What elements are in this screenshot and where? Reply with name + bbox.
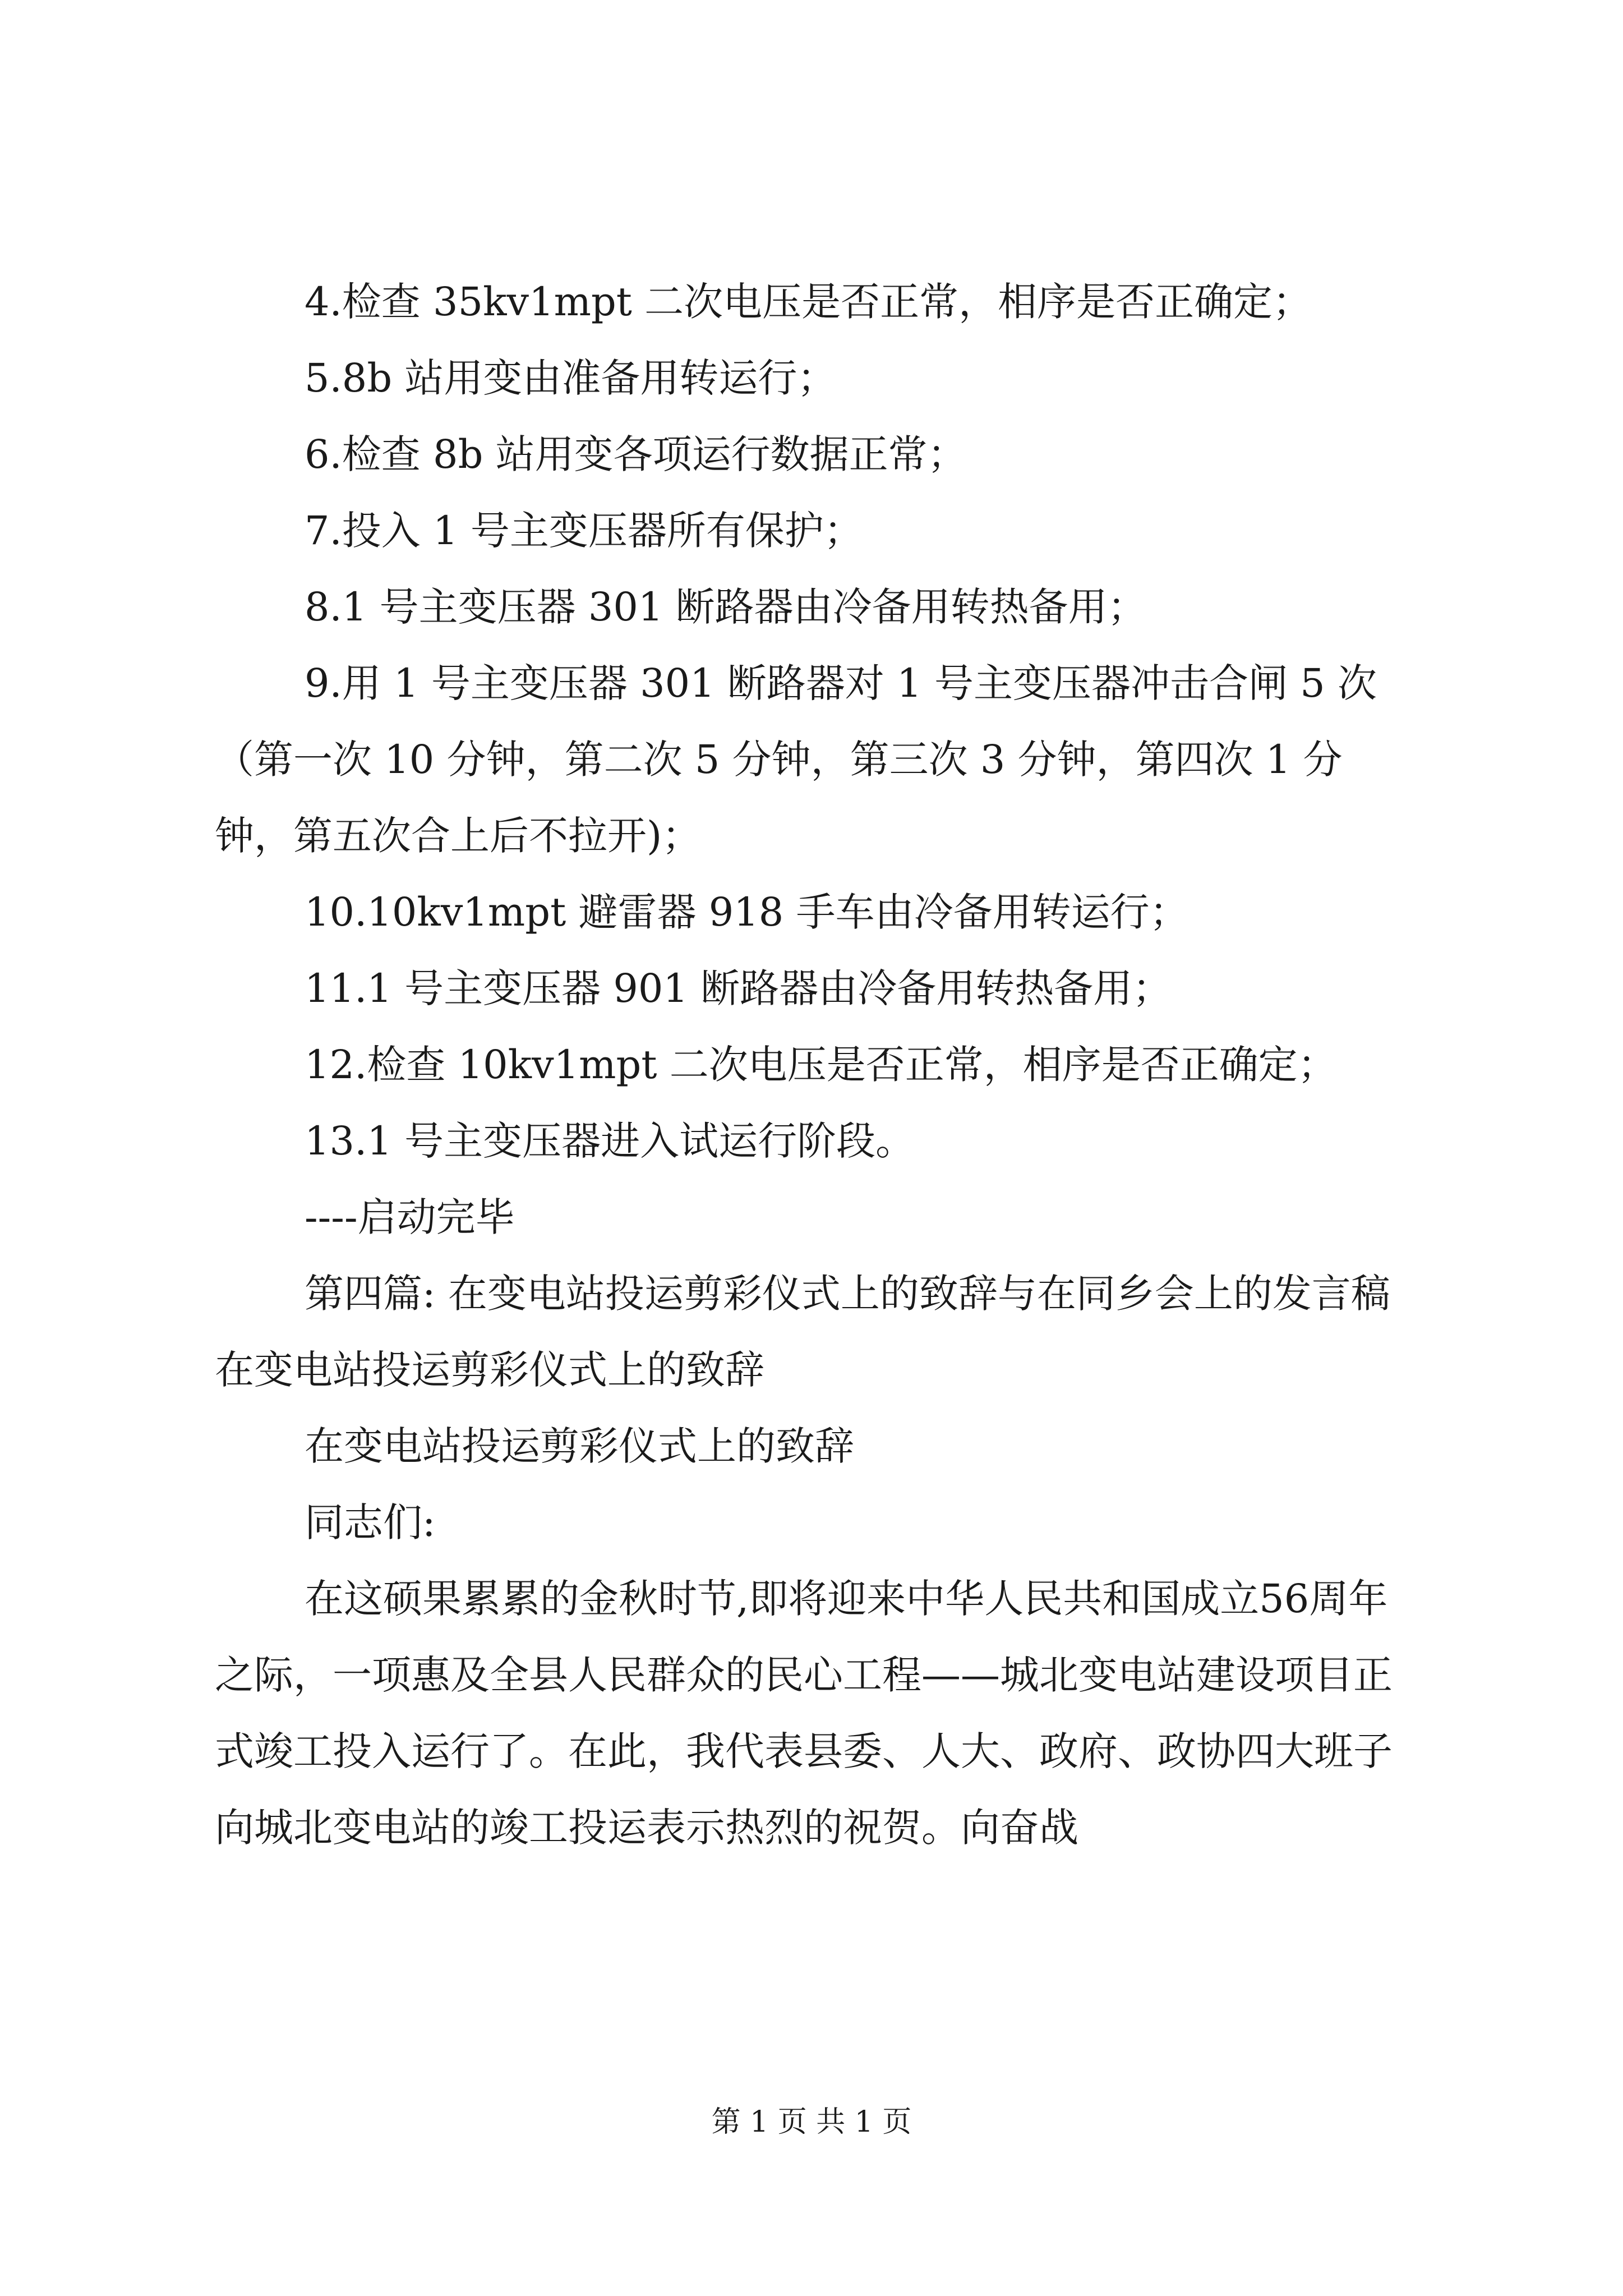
salutation: 同志们:	[305, 1499, 436, 1545]
paragraph: 4.检查 35kv1mpt 二次电压是否正常，相序是否正确定；	[305, 279, 1312, 325]
paragraph: 7.投入 1 号主变压器所有保护；	[305, 508, 863, 554]
paragraph: 9.用 1 号主变压器 301 断路器对 1 号主变压器冲击合闸 5 次（第一次 10 分钟，第二次 5 分钟，第三次 3 分钟，第四次 1 分钟，第五次合上后不拉开)；	[215, 660, 1377, 859]
document-body	[215, 264, 1415, 1866]
page-footer: 第 1 页 共 1 页	[711, 2105, 912, 2139]
paragraph: 13.1 号主变压器进入试运行阶段。	[305, 1118, 915, 1164]
section-heading: 第四篇: 在变电站投运剪彩仪式上的致辞与在同乡会上的发言稿在变电站投运剪彩仪式上的致辞	[215, 1271, 1390, 1393]
paragraph: 12.检查 10kv1mpt 二次电压是否正常，相序是否正确定；	[305, 1042, 1337, 1088]
paragraph: 在这硕果累累的金秋时节,即将迎来中华人民共和国成立56周年之际，一项惠及全县人民群众的民心工程——城北变电站建设项目正式竣工投入运行了。在此，我代表县委、人大、政府、政协四大班子向城北变电站的竣工投运表示热烈的祝贺。向奋战	[215, 1576, 1393, 1851]
paragraph: 6.检查 8b 站用变各项运行数据正常；	[305, 431, 967, 477]
paragraph: 10.10kv1mpt 避雷器 918 手车由冷备用转运行；	[305, 889, 1189, 935]
paragraph: 8.1 号主变压器 301 断路器由冷备用转热备用；	[305, 584, 1147, 630]
paragraph: 11.1 号主变压器 901 断路器由冷备用转热备用；	[305, 965, 1172, 1011]
paragraph: ----启动完毕	[305, 1194, 515, 1240]
speech-title: 在变电站投运剪彩仪式上的致辞	[305, 1423, 854, 1469]
paragraph: 5.8b 站用变由准备用转运行；	[305, 355, 837, 401]
